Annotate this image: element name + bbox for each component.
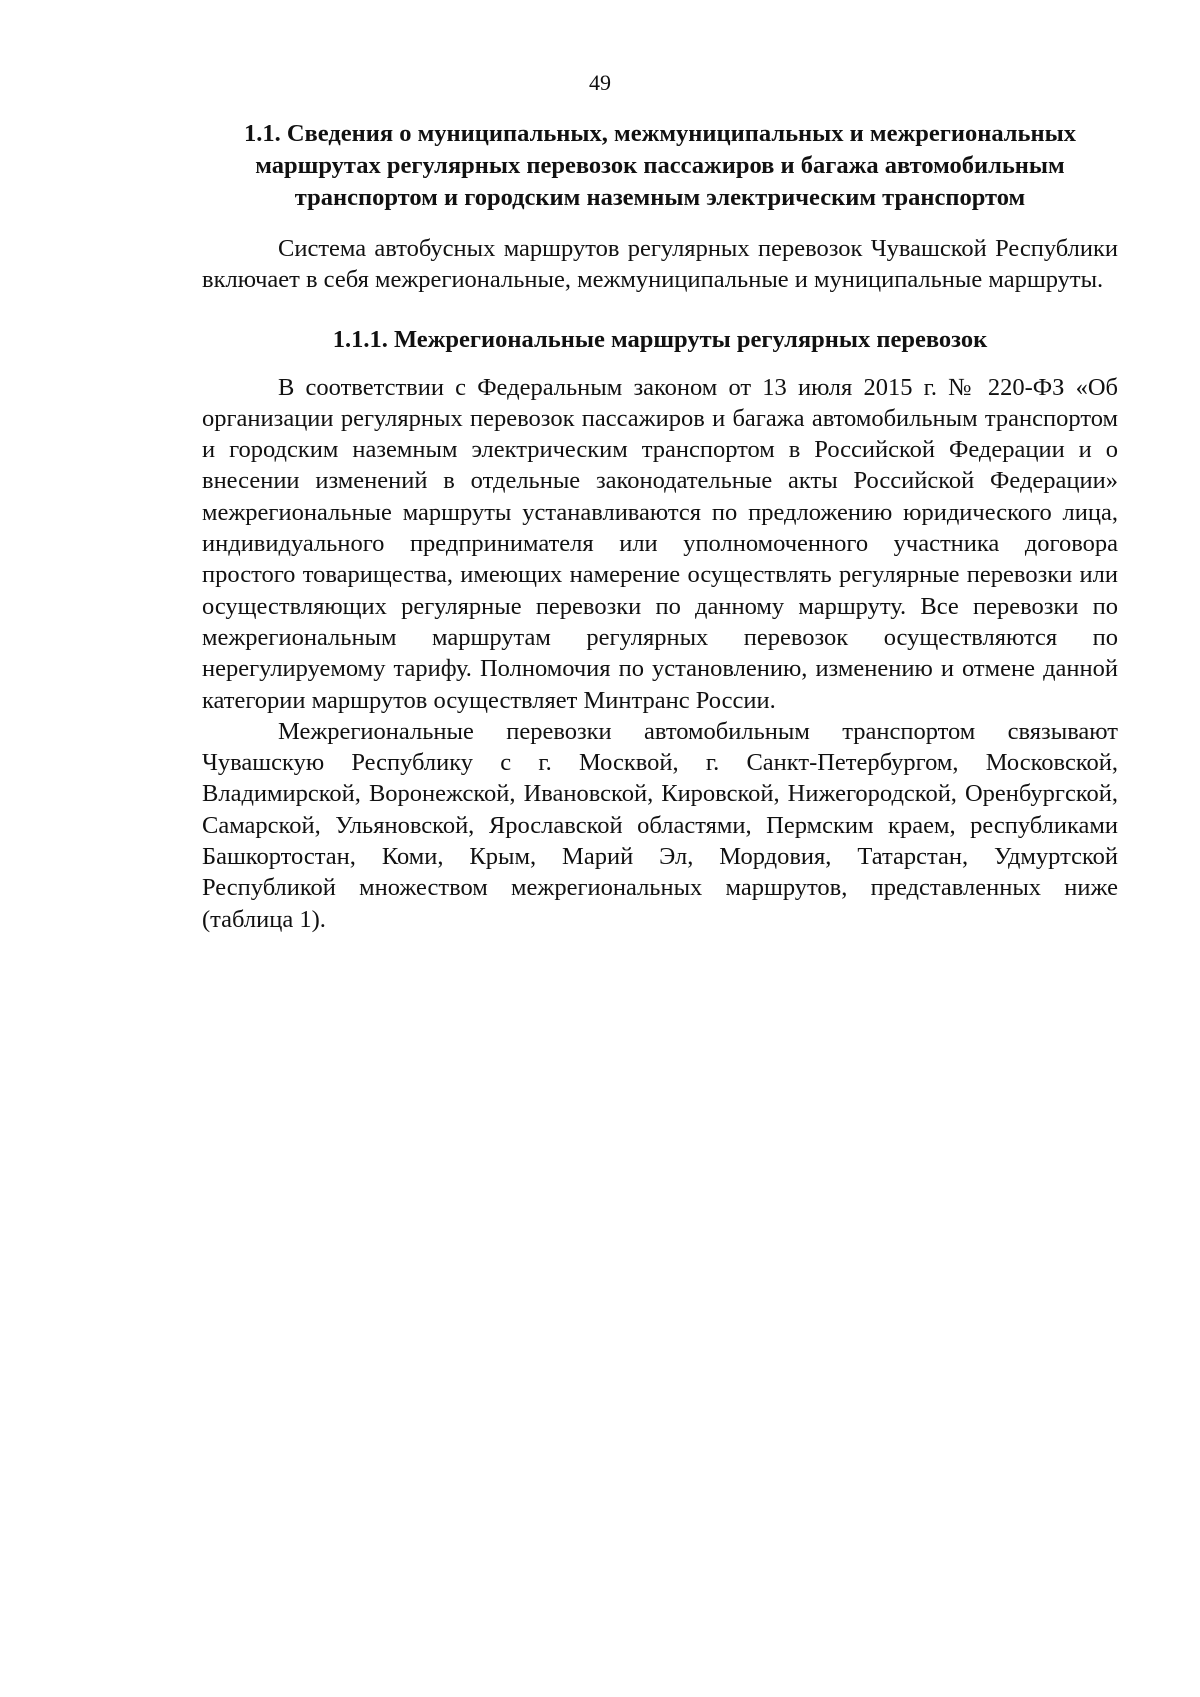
paragraph-legal-basis: В соответствии с Федеральным законом от 13 июля 2015 г. № 220-ФЗ «Об организации регулярных перевозок пассажиров и багажа автомобильным транспортом и городским наземным электрическим транспортом в Российской Федерации и о внесении изменений в отдельные законодательные акты Российской Федерации» межрегиональные маршруты устанавливаются по предложению юридического лица, индивидуального предпринимателя или уполномоченного участника договора простого товарищества, имеющих намерение осуществлять регулярные перевозки или осуществляющих регулярные перевозки по данному маршруту. Все перевозки по межрегиональным маршрутам регулярных перевозок осуществляются по нерегулируемому тарифу. Полномочия по установлению, изменению и отмене данной категории маршрутов осуществляет Минтранс России. (202, 373, 1118, 714)
page-content (202, 118, 1118, 935)
paragraph-regions: Межрегиональные перевозки автомобильным транспортом связывают Чувашскую Республику с г. Москвой, г. Санкт-Петербургом, Московской, Владимирской, Воронежской, Ивановской, Кировской, Нижегородской, Оренбургской, Самарской, Ульяновской, Ярославской областями, Пермским краем, республиками Башкортостан, Коми, Крым, Марий Эл, Мордовия, Татарстан, Удмуртской Республикой множеством межрегиональных маршрутов, представленных ниже (таблица 1). (202, 717, 1118, 933)
subsection-title: 1.1.1. Межрегиональные маршруты регулярных перевозок (332, 325, 988, 353)
page-number: 49 (589, 70, 611, 95)
section-title: 1.1. Сведения о муниципальных, межмуниципальных и межрегиональных маршрутах регулярных перевозок пассажиров и багажа автомобильным транспортом и городским наземным электрическим транспортом (243, 120, 1076, 211)
section-intro-paragraph: Система автобусных маршрутов регулярных перевозок Чувашской Республики включает в себя межрегиональные, межмуниципальные и муниципальные маршруты. (202, 235, 1118, 294)
